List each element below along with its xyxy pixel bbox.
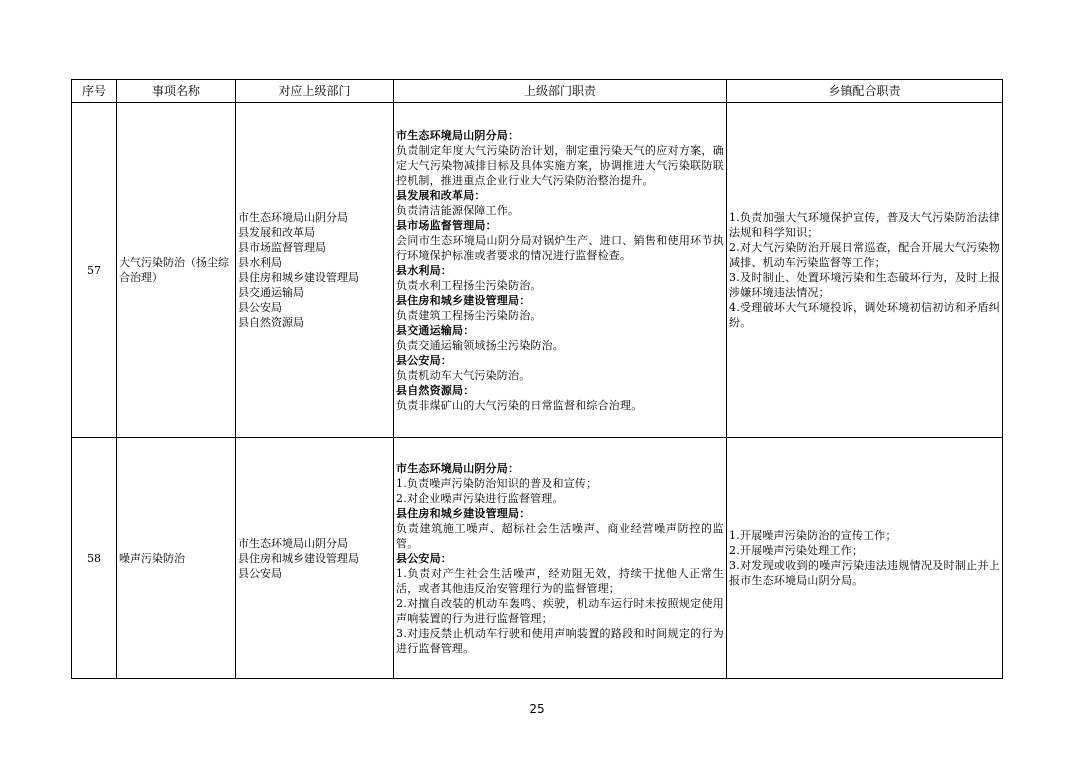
duty-dept-name: 市生态环境局山阴分局： <box>396 461 520 475</box>
dept-line: 县交通运输局 <box>238 286 304 299</box>
duty-table <box>71 79 1003 679</box>
duty-line: 1.负责对产生社会生活噪声，经劝阻无效，持续干扰他人正常生活，或者其他违反治安管理行为的监督管理； <box>396 566 724 595</box>
duty-line: 2.对企业噪声污染进行监督管理。 <box>396 491 564 505</box>
dept-line: 县发展和改革局 <box>238 226 315 239</box>
dept-line: 市生态环境局山阴分局 <box>238 211 348 224</box>
row-item-name: 大气污染防治（扬尘综合治理） <box>117 103 236 438</box>
row-upper-duties <box>394 438 727 679</box>
town-duty-line: 3.对发现或收到的噪声污染违法违规情况及时制止并上报市生态环境局山阴分局。 <box>729 559 1000 587</box>
duty-dept-name: 县市场监督管理局： <box>396 218 497 232</box>
header-upper-dept: 对应上级部门 <box>236 80 394 103</box>
dept-line: 县水利局 <box>238 256 282 269</box>
duty-line: 负责交通运输领域扬尘污染防治。 <box>396 338 564 352</box>
duty-line: 负责清洁能源保障工作。 <box>396 203 520 217</box>
header-item-name: 事项名称 <box>117 80 236 103</box>
header-row <box>72 80 1003 103</box>
dept-line: 县住房和城乡建设管理局 <box>238 271 359 284</box>
row-depts <box>236 103 394 438</box>
duty-line: 负责制定年度大气污染防治计划，制定重污染天气的应对方案，确定大气污染物减排目标及具体实施方案，协调推进大气污染联防联控机制，推进重点企业行业大气污染防治整治提升。 <box>396 143 724 187</box>
town-duty-line: 1.开展噪声污染防治的宣传工作； <box>729 529 897 542</box>
duty-line: 2.对擅自改装的机动车轰鸣、疾驶，机动车运行时未按照规定使用声响装置的行为进行监督管理； <box>396 596 724 625</box>
duty-dept-name: 县公安局： <box>396 551 452 565</box>
duty-dept-name: 县交通运输局： <box>396 323 475 337</box>
duty-dept-name: 县住房和城乡建设管理局： <box>396 506 531 520</box>
town-duty-line: 2.开展噪声污染处理工作； <box>729 544 864 557</box>
town-duty-line: 3.及时制止、处置环境污染和生态破坏行为，及时上报涉嫌环境违法情况； <box>729 271 1000 299</box>
duty-dept-name: 县水利局： <box>396 263 452 277</box>
duty-line: 负责水利工程扬尘污染防治。 <box>396 278 542 292</box>
row-upper-duties <box>394 103 727 438</box>
town-duty-line: 1.负责加强大气环境保护宣传，普及大气污染防治法律法规和科学知识； <box>729 211 1000 239</box>
row-town-duties <box>727 438 1003 679</box>
header-seq: 序号 <box>72 80 117 103</box>
duty-line: 3.对违反禁止机动车行驶和使用声响装置的路段和时间规定的行为进行监督管理。 <box>396 626 724 655</box>
duty-line: 负责非煤矿山的大气污染的日常监督和综合治理。 <box>396 398 643 412</box>
header-town-duties: 乡镇配合职责 <box>727 80 1003 103</box>
dept-line: 县住房和城乡建设管理局 <box>238 551 359 565</box>
row-seq: 57 <box>72 103 117 438</box>
duty-line: 1.负责噪声污染防治知识的普及和宣传； <box>396 476 598 490</box>
duty-line: 负责机动车大气污染防治。 <box>396 368 531 382</box>
duty-dept-name: 县公安局： <box>396 353 452 367</box>
town-duty-line: 4.受理破坏大气环境投诉，调处环境初信初访和矛盾纠纷。 <box>729 301 1000 329</box>
dept-line: 县公安局 <box>238 301 282 314</box>
page-number: 25 <box>529 702 545 716</box>
row-depts <box>236 438 394 679</box>
town-duty-line: 2.对大气污染防治开展日常巡查，配合开展大气污染物减排、机动车污染监督等工作； <box>729 241 1000 269</box>
dept-line: 县市场监督管理局 <box>238 241 326 254</box>
duty-line: 负责建筑工程扬尘污染防治。 <box>396 308 542 322</box>
dept-line: 县公安局 <box>238 566 282 580</box>
dept-line: 市生态环境局山阴分局 <box>238 536 348 550</box>
table-row <box>72 438 1003 679</box>
duty-line: 会同市生态环境局山阴分局对锅炉生产、进口、销售和使用环节执行环境保护标准或者要求的情况进行监督检查。 <box>396 233 724 262</box>
row-town-duties <box>727 103 1003 438</box>
duty-dept-name: 县住房和城乡建设管理局： <box>396 293 531 307</box>
table-row <box>72 103 1003 438</box>
header-upper-duties: 上级部门职责 <box>394 80 727 103</box>
row-seq: 58 <box>72 438 117 679</box>
duty-dept-name: 县发展和改革局： <box>396 188 486 202</box>
dept-line: 县自然资源局 <box>238 316 304 329</box>
row-item-name: 噪声污染防治 <box>117 438 236 679</box>
duty-dept-name: 市生态环境局山阴分局： <box>396 128 520 142</box>
duty-line: 负责建筑施工噪声、超标社会生活噪声、商业经营噪声防控的监管。 <box>396 521 724 550</box>
duty-dept-name: 县自然资源局： <box>396 383 475 397</box>
